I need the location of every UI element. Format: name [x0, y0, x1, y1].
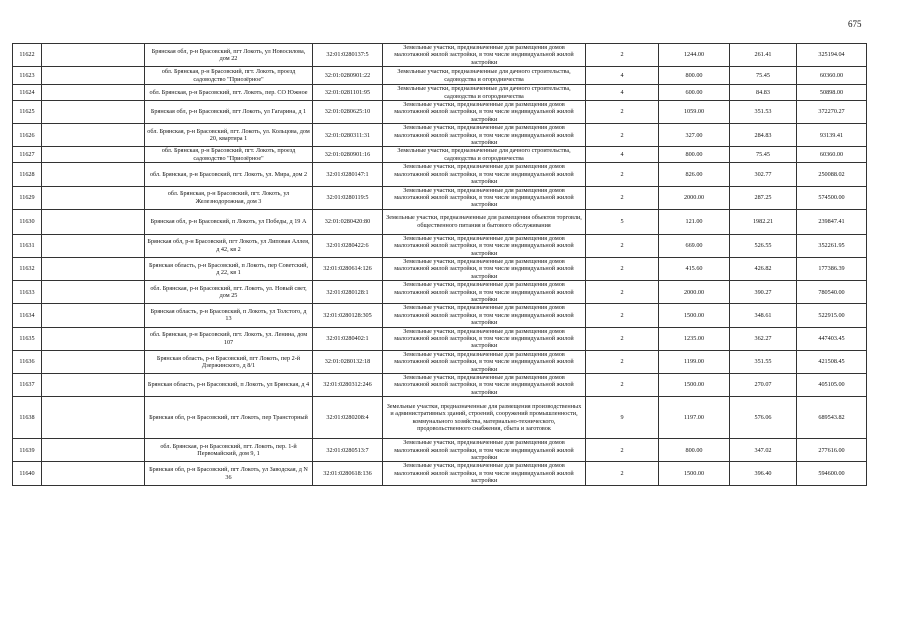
specific-value-cell: 287.25 [730, 186, 797, 209]
area-cell: 600.00 [659, 85, 730, 101]
address-cell: обл. Брянская, р-н Брасовский, пгт. Локоть, пер. 1-й Первомайский, дом 9, 1 [145, 439, 313, 462]
specific-value-cell: 1982.21 [730, 209, 797, 234]
cadastral-value-cell: 50898.00 [797, 85, 867, 101]
cadastral-value-table [12, 43, 867, 486]
cadastral-value-cell: 372270.27 [797, 101, 867, 124]
cadastral-number-cell: 32:01:0280128:1 [313, 281, 383, 304]
group-code-cell: 9 [586, 397, 659, 439]
cadastral-number-cell: 32:01:0280901:22 [313, 67, 383, 85]
spacer-cell [42, 147, 145, 163]
address-cell: Брянская обл, р-н Брасовский, пгт Локоть, ул Гагарина, д 1 [145, 101, 313, 124]
land-use-purpose-cell: Земельные участки, предназначенные для размещения объектов торговли, общественного питания и бытового обслуживания [383, 209, 586, 234]
land-use-purpose-cell: Земельные участки, предназначенные для дачного строительства, садоводства и огородничества [383, 67, 586, 85]
spacer-cell [42, 439, 145, 462]
spacer-cell [42, 462, 145, 485]
area-cell: 1500.00 [659, 462, 730, 485]
area-cell: 1235.00 [659, 327, 730, 350]
specific-value-cell: 347.02 [730, 439, 797, 462]
page-number: 675 [848, 19, 862, 29]
land-use-purpose-cell: Земельные участки, предназначенные для размещения домов малоэтажной жилой застройки, в том числе индивидуальной жилой застройки [383, 124, 586, 147]
specific-value-cell: 362.27 [730, 327, 797, 350]
cadastral-value-cell: 239847.41 [797, 209, 867, 234]
group-code-cell: 2 [586, 374, 659, 397]
cadastral-number-cell: 32:01:0280312:246 [313, 374, 383, 397]
group-code-cell: 4 [586, 85, 659, 101]
cadastral-number-cell: 32:01:0280420:80 [313, 209, 383, 234]
address-cell: Брянская область, р-н Брасовский, п Локоть, ул Брянская, д 4 [145, 374, 313, 397]
land-use-purpose-cell: Земельные участки, предназначенные для размещения домов малоэтажной жилой застройки, в том числе индивидуальной жилой застройки [383, 186, 586, 209]
group-code-cell: 4 [586, 67, 659, 85]
land-use-purpose-cell: Земельные участки, предназначенные для дачного строительства, садоводства и огородничества [383, 85, 586, 101]
area-cell: 1059.00 [659, 101, 730, 124]
cadastral-number-cell: 32:01:0280311:31 [313, 124, 383, 147]
specific-value-cell: 526.55 [730, 234, 797, 257]
area-cell: 1500.00 [659, 304, 730, 327]
group-code-cell: 4 [586, 147, 659, 163]
cadastral-number-cell: 32:01:0280614:126 [313, 257, 383, 280]
address-cell: Брянская обл, р-н Брасовский, п Локоть, ул Победы, д 19 А [145, 209, 313, 234]
land-use-purpose-cell: Земельные участки, предназначенные для размещения домов малоэтажной жилой застройки, в том числе индивидуальной жилой застройки [383, 281, 586, 304]
specific-value-cell: 348.61 [730, 304, 797, 327]
row-number: 11631 [13, 234, 42, 257]
cadastral-number-cell: 32:01:0280901:16 [313, 147, 383, 163]
address-cell: Брянская обл, р-н Брасовский, пгт Локоть, ул Заводская, д N 36 [145, 462, 313, 485]
table-row [13, 85, 867, 101]
table-row [13, 124, 867, 147]
address-cell: обл. Брянская, р-н Брасовский, пгт. Локоть, проезд садоводство "Приозёрное" [145, 67, 313, 85]
area-cell: 800.00 [659, 147, 730, 163]
row-number: 11624 [13, 85, 42, 101]
spacer-cell [42, 67, 145, 85]
area-cell: 800.00 [659, 439, 730, 462]
cadastral-value-cell: 93139.41 [797, 124, 867, 147]
row-number: 11634 [13, 304, 42, 327]
specific-value-cell: 390.27 [730, 281, 797, 304]
row-number: 11622 [13, 44, 42, 67]
land-use-purpose-cell: Земельные участки, предназначенные для размещения домов малоэтажной жилой застройки, в том числе индивидуальной жилой застройки [383, 44, 586, 67]
row-number: 11640 [13, 462, 42, 485]
cadastral-value-cell: 780540.00 [797, 281, 867, 304]
table-row [13, 462, 867, 485]
cadastral-value-cell: 421508.45 [797, 350, 867, 373]
land-use-purpose-cell: Земельные участки, предназначенные для размещения домов малоэтажной жилой застройки, в том числе индивидуальной жилой застройки [383, 462, 586, 485]
row-number: 11625 [13, 101, 42, 124]
cadastral-value-cell: 594600.00 [797, 462, 867, 485]
row-number: 11632 [13, 257, 42, 280]
spacer-cell [42, 350, 145, 373]
row-number: 11633 [13, 281, 42, 304]
group-code-cell: 2 [586, 327, 659, 350]
table-row [13, 350, 867, 373]
table-row [13, 374, 867, 397]
table-row [13, 101, 867, 124]
group-code-cell: 2 [586, 163, 659, 186]
cadastral-number-cell: 32:01:0280208:4 [313, 397, 383, 439]
area-cell: 2000.00 [659, 186, 730, 209]
address-cell: обл. Брянская, р-н Брасовский, пгт. Локоть, ул Железнодорожная, дом 3 [145, 186, 313, 209]
row-number: 11637 [13, 374, 42, 397]
address-cell: обл. Брянская, р-н Брасовский, пгт. Локоть, ул. Кольцова, дом 20, квартира 1 [145, 124, 313, 147]
cadastral-value-cell: 522915.00 [797, 304, 867, 327]
specific-value-cell: 351.53 [730, 101, 797, 124]
spacer-cell [42, 44, 145, 67]
cadastral-number-cell: 32:01:0280147:1 [313, 163, 383, 186]
table-row [13, 234, 867, 257]
address-cell: обл. Брянская, р-н Брасовский, пгт. Локоть, ул. Новый свет, дом 25 [145, 281, 313, 304]
specific-value-cell: 302.77 [730, 163, 797, 186]
specific-value-cell: 284.83 [730, 124, 797, 147]
cadastral-number-cell: 32:01:0281101:95 [313, 85, 383, 101]
area-cell: 121.00 [659, 209, 730, 234]
table-row [13, 186, 867, 209]
specific-value-cell: 84.83 [730, 85, 797, 101]
spacer-cell [42, 257, 145, 280]
address-cell: Брянская обл, р-н Брасовский, пгт Локоть, ул Новосилова, дом 22 [145, 44, 313, 67]
group-code-cell: 2 [586, 234, 659, 257]
group-code-cell: 2 [586, 44, 659, 67]
group-code-cell: 5 [586, 209, 659, 234]
spacer-cell [42, 101, 145, 124]
area-cell: 1500.00 [659, 374, 730, 397]
spacer-cell [42, 209, 145, 234]
specific-value-cell: 396.40 [730, 462, 797, 485]
group-code-cell: 2 [586, 281, 659, 304]
specific-value-cell: 75.45 [730, 147, 797, 163]
area-cell: 826.00 [659, 163, 730, 186]
specific-value-cell: 261.41 [730, 44, 797, 67]
area-cell: 2000.00 [659, 281, 730, 304]
group-code-cell: 2 [586, 101, 659, 124]
row-number: 11629 [13, 186, 42, 209]
group-code-cell: 2 [586, 462, 659, 485]
spacer-cell [42, 281, 145, 304]
land-use-purpose-cell: Земельные участки, предназначенные для размещения домов малоэтажной жилой застройки, в том числе индивидуальной жилой застройки [383, 257, 586, 280]
address-cell: Брянская обл, р-н Брасовский, пгт Локоть, ул Липовая Аллея, д 42, кв 2 [145, 234, 313, 257]
specific-value-cell: 351.55 [730, 350, 797, 373]
area-cell: 415.60 [659, 257, 730, 280]
row-number: 11626 [13, 124, 42, 147]
spacer-cell [42, 327, 145, 350]
row-number: 11636 [13, 350, 42, 373]
address-cell: обл. Брянская, р-н Брасовский, пгт. Локоть, пер. СО Южное [145, 85, 313, 101]
row-number: 11628 [13, 163, 42, 186]
specific-value-cell: 576.06 [730, 397, 797, 439]
table-row [13, 67, 867, 85]
spacer-cell [42, 186, 145, 209]
address-cell: Брянская область, р-н Брасовский, п Локоть, ул Толстого, д 13 [145, 304, 313, 327]
land-use-purpose-cell: Земельные участки, предназначенные для дачного строительства, садоводства и огородничества [383, 147, 586, 163]
specific-value-cell: 270.07 [730, 374, 797, 397]
row-number: 11635 [13, 327, 42, 350]
address-cell: обл. Брянская, р-н Брасовский, пгт. Локоть, проезд садоводство "Приозёрное" [145, 147, 313, 163]
cadastral-value-cell: 60360.00 [797, 147, 867, 163]
cadastral-value-cell: 60360.00 [797, 67, 867, 85]
spacer-cell [42, 374, 145, 397]
table-row [13, 327, 867, 350]
group-code-cell: 2 [586, 304, 659, 327]
land-use-purpose-cell: Земельные участки, предназначенные для размещения домов малоэтажной жилой застройки, в том числе индивидуальной жилой застройки [383, 350, 586, 373]
group-code-cell: 2 [586, 350, 659, 373]
cadastral-number-cell: 32:01:0280402:1 [313, 327, 383, 350]
land-use-purpose-cell: Земельные участки, предназначенные для размещения домов малоэтажной жилой застройки, в том числе индивидуальной жилой застройки [383, 304, 586, 327]
spacer-cell [42, 234, 145, 257]
address-cell: обл. Брянская, р-н Брасовский, пгт. Локоть, ул. Ленина, дом 107 [145, 327, 313, 350]
area-cell: 669.00 [659, 234, 730, 257]
cadastral-value-cell: 325194.04 [797, 44, 867, 67]
table-row [13, 44, 867, 67]
table-row [13, 304, 867, 327]
land-use-purpose-cell: Земельные участки, предназначенные для размещения домов малоэтажной жилой застройки, в том числе индивидуальной жилой застройки [383, 327, 586, 350]
area-cell: 327.00 [659, 124, 730, 147]
area-cell: 800.00 [659, 67, 730, 85]
cadastral-value-cell: 277616.00 [797, 439, 867, 462]
area-cell: 1199.00 [659, 350, 730, 373]
specific-value-cell: 426.82 [730, 257, 797, 280]
spacer-cell [42, 304, 145, 327]
cadastral-number-cell: 32:01:0280132:18 [313, 350, 383, 373]
group-code-cell: 2 [586, 124, 659, 147]
table-row [13, 397, 867, 439]
spacer-cell [42, 85, 145, 101]
group-code-cell: 2 [586, 439, 659, 462]
row-number: 11638 [13, 397, 42, 439]
cadastral-number-cell: 32:01:0280513:7 [313, 439, 383, 462]
table-row [13, 257, 867, 280]
area-cell: 1197.00 [659, 397, 730, 439]
cadastral-value-cell: 689543.82 [797, 397, 867, 439]
table-row [13, 281, 867, 304]
land-use-purpose-cell: Земельные участки, предназначенные для размещения домов малоэтажной жилой застройки, в том числе индивидуальной жилой застройки [383, 101, 586, 124]
table-row [13, 209, 867, 234]
cadastral-value-cell: 447403.45 [797, 327, 867, 350]
table-row [13, 163, 867, 186]
specific-value-cell: 75.45 [730, 67, 797, 85]
cadastral-number-cell: 32:01:0280119:5 [313, 186, 383, 209]
row-number: 11639 [13, 439, 42, 462]
spacer-cell [42, 124, 145, 147]
group-code-cell: 2 [586, 257, 659, 280]
cadastral-value-cell: 250088.02 [797, 163, 867, 186]
row-number: 11630 [13, 209, 42, 234]
land-use-purpose-cell: Земельные участки, предназначенные для размещения домов малоэтажной жилой застройки, в том числе индивидуальной жилой застройки [383, 439, 586, 462]
row-number: 11627 [13, 147, 42, 163]
spacer-cell [42, 163, 145, 186]
cadastral-value-cell: 405105.00 [797, 374, 867, 397]
table-row [13, 147, 867, 163]
land-use-purpose-cell: Земельные участки, предназначенные для размещения домов малоэтажной жилой застройки, в том числе индивидуальной жилой застройки [383, 234, 586, 257]
cadastral-value-cell: 352261.95 [797, 234, 867, 257]
row-number: 11623 [13, 67, 42, 85]
cadastral-number-cell: 32:01:0280625:10 [313, 101, 383, 124]
table-row [13, 439, 867, 462]
group-code-cell: 2 [586, 186, 659, 209]
land-use-purpose-cell: Земельные участки, предназначенные для размещения домов малоэтажной жилой застройки, в том числе индивидуальной жилой застройки [383, 374, 586, 397]
cadastral-number-cell: 32:01:0280128:305 [313, 304, 383, 327]
cadastral-number-cell: 32:01:0280137:5 [313, 44, 383, 67]
cadastral-number-cell: 32:01:0280618:136 [313, 462, 383, 485]
cadastral-number-cell: 32:01:0280422:6 [313, 234, 383, 257]
address-cell: Брянская область, р-н Брасовский, п Локоть, пер Советский, д 22, кв 1 [145, 257, 313, 280]
land-use-purpose-cell: Земельные участки, предназначенные для размещения домов малоэтажной жилой застройки, в том числе индивидуальной жилой застройки [383, 163, 586, 186]
spacer-cell [42, 397, 145, 439]
address-cell: Брянская область, р-н Брасовский, пгт Локоть, пер 2-й Дзержинского, д 8/1 [145, 350, 313, 373]
area-cell: 1244.00 [659, 44, 730, 67]
address-cell: обл. Брянская, р-н Брасовский, пгт. Локоть, ул. Мира, дом 2 [145, 163, 313, 186]
land-use-purpose-cell: Земельные участки, предназначенные для размещения производственных и административных зданий, строений, сооружений промышленности, коммунального хозяйства, материально-технического, продовольственного снабжения, сбыта и заготовок [383, 397, 586, 439]
cadastral-value-cell: 177386.39 [797, 257, 867, 280]
address-cell: Брянская обл, р-н Брасовский, пгт Локоть, пер Трансторный [145, 397, 313, 439]
cadastral-value-cell: 574500.00 [797, 186, 867, 209]
